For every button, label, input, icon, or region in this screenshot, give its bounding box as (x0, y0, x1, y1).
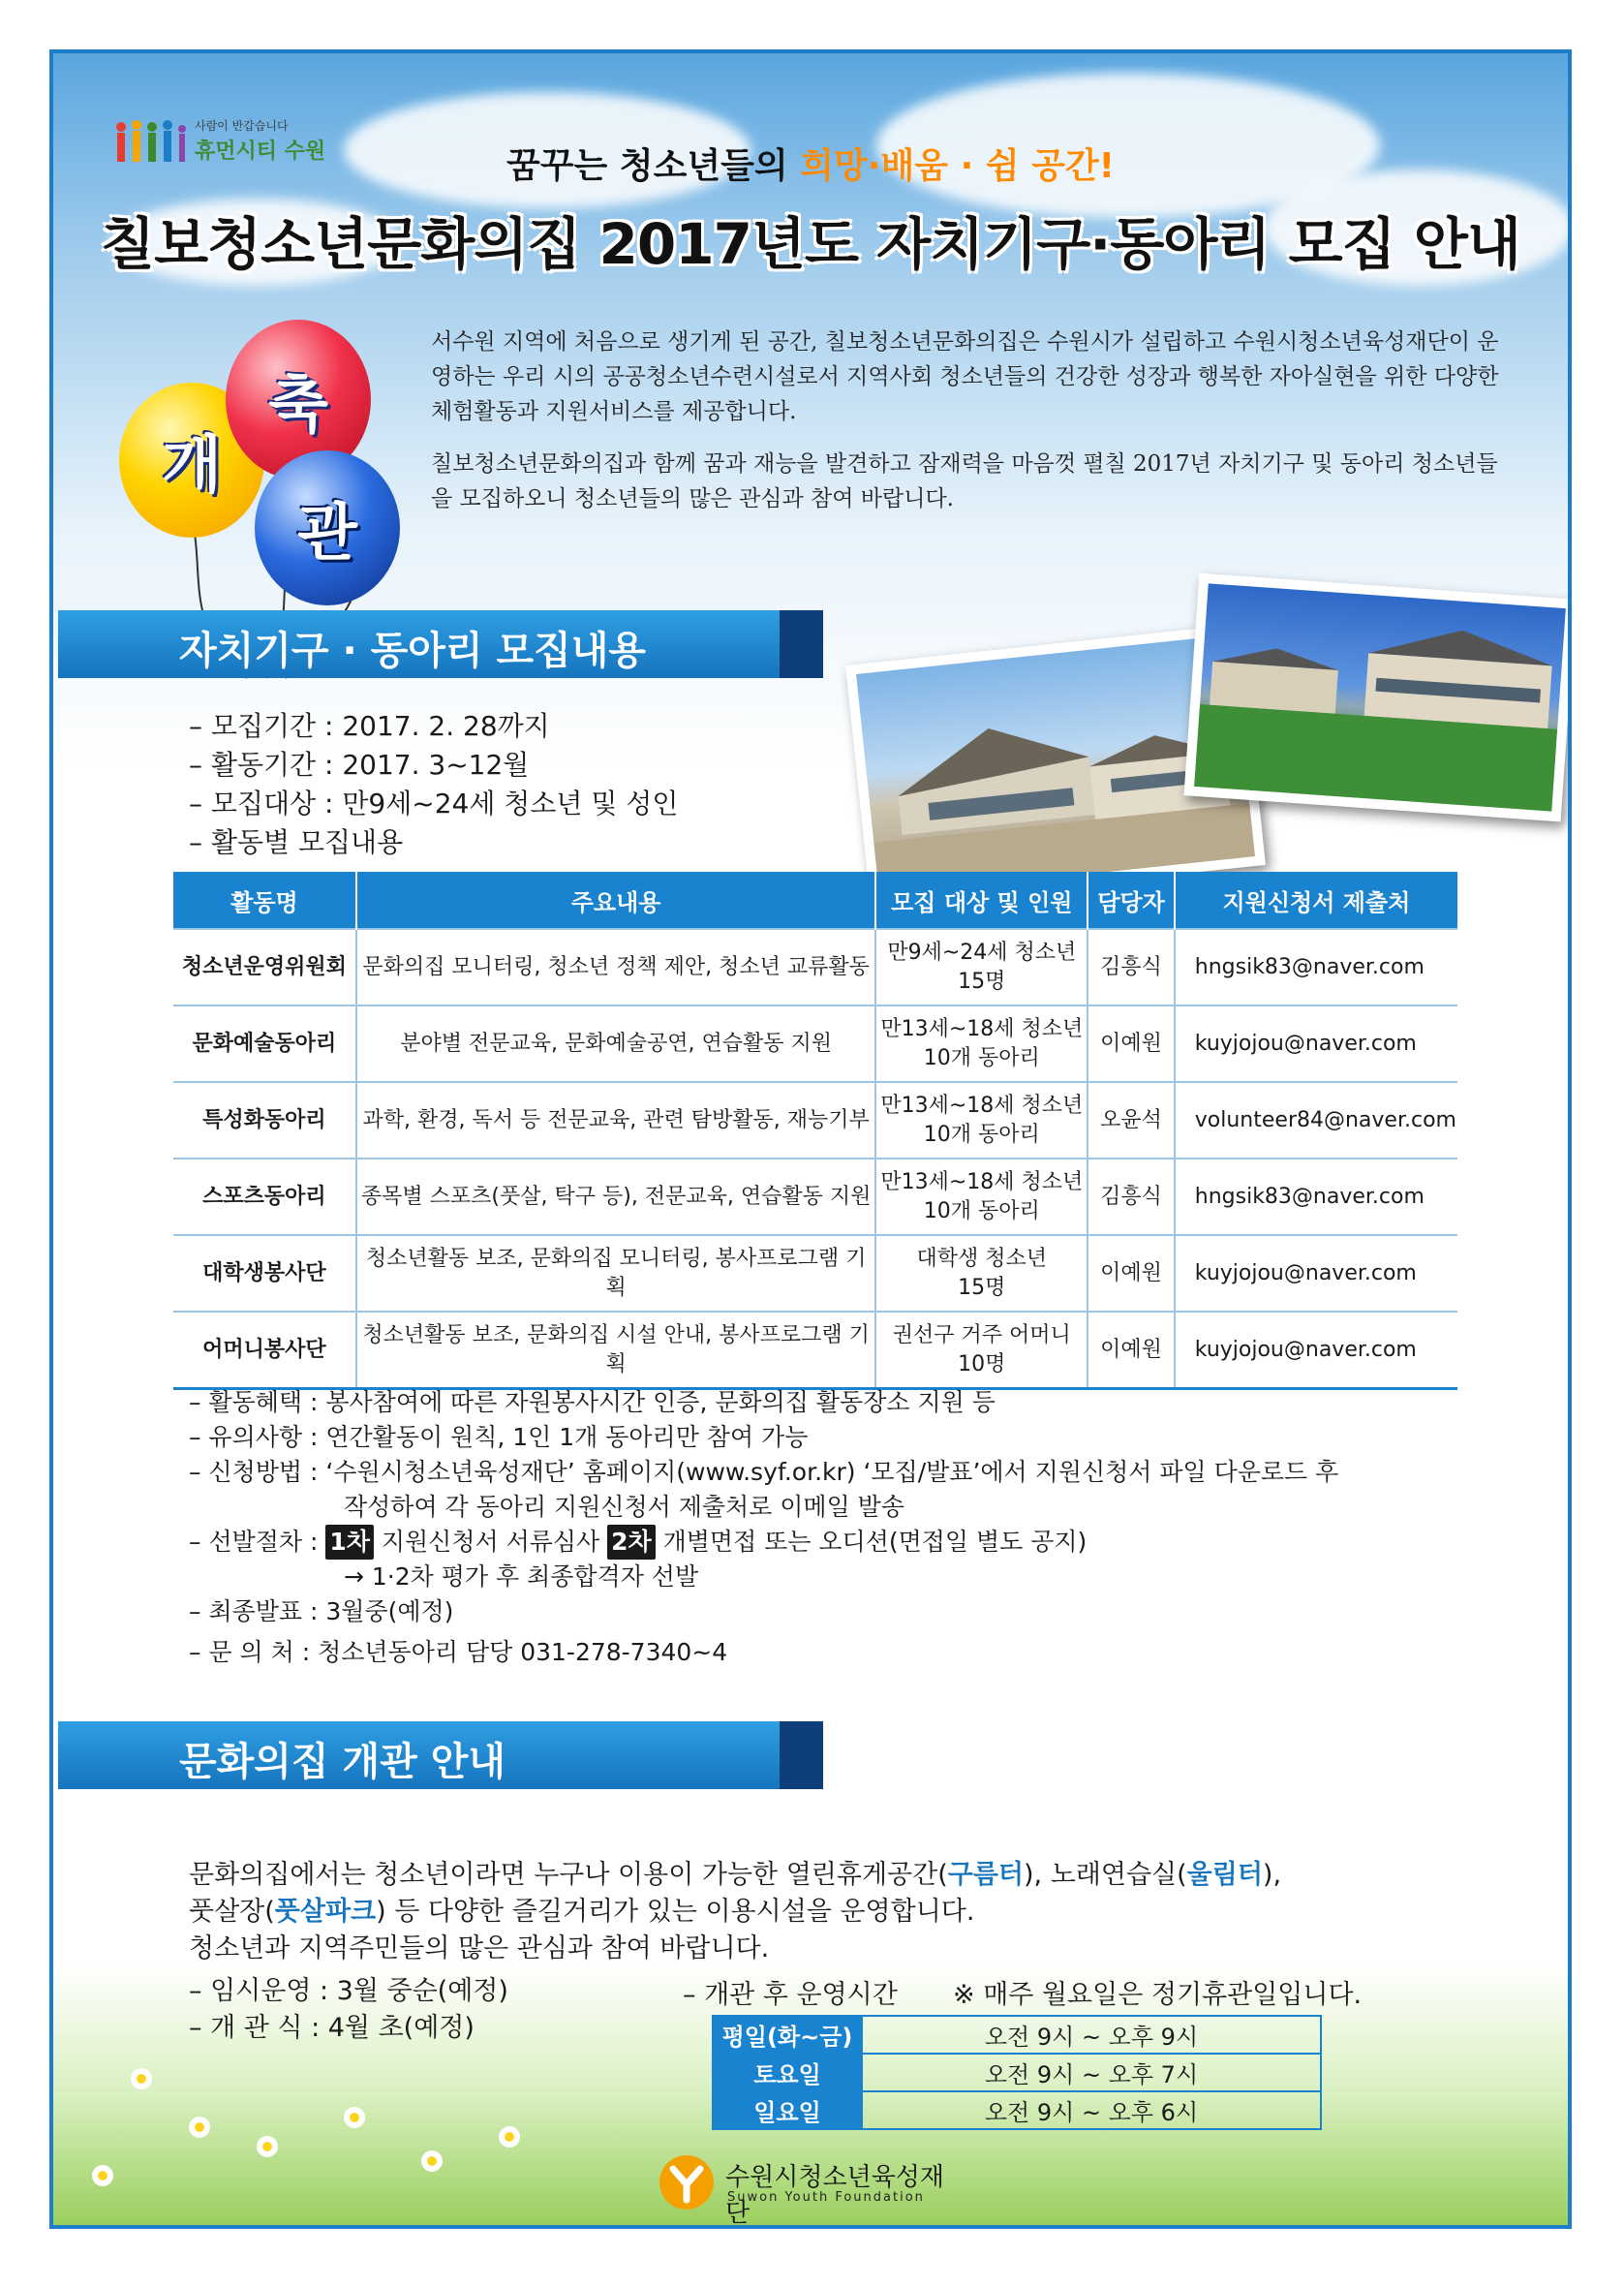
tagline-dot: · (867, 146, 881, 186)
recruit-period: – 모집기간 : 2017. 2. 28까지 (189, 710, 550, 742)
col-header-content: 주요내용 (356, 872, 876, 929)
recruit-target: – 모집대상 : 만9세~24세 청소년 및 성인 (189, 788, 679, 819)
activity-manager: 이예원 (1088, 1005, 1175, 1082)
section-title-recruit: 자치기구 · 동아리 모집내용 (179, 629, 647, 673)
activity-content: 청소년활동 보조, 문화의집 시설 안내, 봉사프로그램 기획 (356, 1312, 876, 1389)
activity-target: 만13세~18세 청소년 10개 동아리 (875, 1159, 1088, 1235)
hours-time: 오전 9시 ~ 오후 6시 (862, 2091, 1321, 2129)
activity-manager: 김흥식 (1088, 929, 1175, 1005)
activity-target: 만9세~24세 청소년 15명 (875, 929, 1088, 1005)
logo-slogan: 사람이 반갑습니다 (195, 119, 289, 133)
flower-decoration (344, 2107, 365, 2128)
step-2-badge: 2차 (607, 1525, 656, 1560)
balloon-gae: 개 (119, 383, 264, 538)
activity-email[interactable]: hngsik83@naver.com (1175, 929, 1457, 1005)
intro-text (431, 325, 1516, 534)
hours-time: 오전 9시 ~ 오후 7시 (862, 2054, 1321, 2091)
activity-period: – 활동기간 : 2017. 3~12월 (189, 749, 530, 781)
activity-name: 어머니봉사단 (173, 1312, 356, 1389)
intro-paragraph-2: 칠보청소년문화의집과 함께 꿈과 재능을 발견하고 잠재력을 마음껏 펼칠 2017년 자치기구 및 동아리 청소년들을 모집하오니 청소년들의 많은 관심과 참여 바랍니다. (431, 451, 1498, 511)
banner-ribbon (780, 1721, 823, 1789)
note-apply-continued: 작성하여 각 동아리 지원신청서 제출처로 이메일 발송 (344, 1493, 904, 1521)
recruit-notes (189, 1385, 1338, 1670)
activity-content: 문화의집 모니터링, 청소년 정책 제안, 청소년 교류활동 (356, 929, 876, 1005)
activity-email[interactable]: kuyjojou@naver.com (1175, 1312, 1457, 1389)
main-title: 칠보청소년문화의집 2017년도 자치기구·동아리 모집 안내 (101, 211, 1520, 277)
activity-manager: 이예원 (1088, 1312, 1175, 1389)
section-title-opening: 문화의집 개관 안내 (179, 1740, 506, 1784)
activity-email[interactable]: volunteer84@naver.com (1175, 1082, 1457, 1159)
note-benefits: – 활동혜택 : 봉사참여에 따른 자원봉사시간 인증, 문화의집 활동장소 지원 등 (189, 1388, 996, 1416)
note-selection-final: → 1·2차 평가 후 최종합격자 선발 (344, 1562, 699, 1591)
step-1-badge: 1차 (325, 1525, 374, 1560)
activity-manager: 오윤석 (1088, 1082, 1175, 1159)
table-row (173, 1159, 1457, 1235)
facility-futsal-park: 풋살파크 (274, 1897, 377, 1927)
activity-manager: 김흥식 (1088, 1159, 1175, 1235)
hours-header (683, 1973, 1362, 2011)
flower-decoration (421, 2150, 443, 2172)
table-row (713, 2016, 1321, 2054)
foundation-logo (658, 2153, 967, 2228)
flower-decoration (257, 2136, 278, 2157)
building-photo-2 (1183, 573, 1572, 822)
flower-decoration (131, 2068, 152, 2089)
activity-name: 청소년운영위원회 (173, 929, 356, 1005)
temporary-operation: – 임시운영 : 3월 중순(예정) (189, 1976, 508, 2006)
opening-line-1: 문화의집에서는 청소년이라면 누구나 이용이 가능한 열린휴게공간(구름터), 노래연습실(울림터), (189, 1860, 1282, 1890)
facility-karaoke: 울림터 (1186, 1860, 1263, 1890)
flower-decoration (499, 2126, 520, 2148)
recruit-table (173, 872, 1457, 1390)
tagline (53, 139, 1568, 188)
hours-label: – 개관 후 운영시간 (683, 1980, 898, 2010)
logo-name: 휴먼시티 수원 (195, 139, 326, 164)
recruit-detail-label: – 활동별 모집내용 (189, 826, 404, 858)
note-caution: – 유의사항 : 연간활동이 원칙, 1인 1개 동아리만 참여 가능 (189, 1423, 809, 1451)
note-announcement: – 최종발표 : 3월중(예정) (189, 1597, 454, 1625)
building-illustration (1194, 583, 1566, 811)
col-header-manager: 담당자 (1088, 872, 1175, 929)
activity-email[interactable]: kuyjojou@naver.com (1175, 1235, 1457, 1312)
flower-decoration (92, 2165, 113, 2186)
note-contact: – 문 의 처 : 청소년동아리 담당 031-278-7340~4 (189, 1638, 728, 1666)
activity-name: 대학생봉사단 (173, 1235, 356, 1312)
activity-name: 문화예술동아리 (173, 1005, 356, 1082)
activity-target: 만13세~18세 청소년 10개 동아리 (875, 1005, 1088, 1082)
hours-day: 평일(화~금) (713, 2016, 862, 2054)
table-row (173, 1312, 1457, 1389)
banner-ribbon (780, 610, 823, 678)
activity-target: 대학생 청소년 15명 (875, 1235, 1088, 1312)
balloon-chuk: 축 (226, 320, 371, 479)
poster-frame (49, 49, 1572, 2229)
flower-decoration (189, 2117, 210, 2138)
opening-ceremony: – 개 관 식 : 4월 초(예정) (189, 2013, 475, 2043)
hours-table (712, 2015, 1322, 2130)
table-header-row (173, 872, 1457, 929)
activity-target: 만13세~18세 청소년 10개 동아리 (875, 1082, 1088, 1159)
foundation-name: 수원시청소년육성재단 (725, 2163, 945, 2228)
note-apply: – 신청방법 : ‘수원시청소년육성재단’ 홈페이지(www.syf.or.kr) ‘모집/발표’에서 지원신청서 파일 다운로드 후 (189, 1458, 1339, 1486)
activity-name: 스포츠동아리 (173, 1159, 356, 1235)
activity-email[interactable]: kuyjojou@naver.com (1175, 1005, 1457, 1082)
section-banner-opening (58, 1721, 780, 1789)
opening-schedule (189, 1973, 508, 2047)
balloon-gwan: 관 (255, 450, 400, 605)
activity-name: 특성화동아리 (173, 1082, 356, 1159)
opening-description (189, 1857, 1281, 1967)
note-selection: – 선발절차 : 1차 지원신청서 서류심사 2차 개별면접 또는 오디션(면접일 별도 공지) (189, 1525, 1338, 1560)
table-row (173, 1005, 1457, 1082)
col-header-email: 지원신청서 제출처 (1175, 872, 1457, 929)
section-banner-recruit (58, 610, 780, 678)
activity-content: 종목별 스포츠(풋살, 탁구 등), 전문교육, 연습활동 지원 (356, 1159, 876, 1235)
activity-content: 과학, 환경, 독서 등 전문교육, 관련 탐방활동, 재능기부 (356, 1082, 876, 1159)
col-header-activity: 활동명 (173, 872, 356, 929)
tagline-text: 꿈꾸는 청소년들의 (506, 146, 801, 186)
activity-email[interactable]: hngsik83@naver.com (1175, 1159, 1457, 1235)
col-header-target: 모집 대상 및 인원 (875, 872, 1088, 929)
recruit-summary (189, 707, 678, 862)
activity-content: 분야별 전문교육, 문화예술공연, 연습활동 지원 (356, 1005, 876, 1082)
table-row (173, 1082, 1457, 1159)
closed-notice: ※ 매주 월요일은 정기휴관일입니다. (953, 1980, 1363, 2010)
activity-target: 권선구 거주 어머니 10명 (875, 1312, 1088, 1389)
table-row (173, 929, 1457, 1005)
activity-content: 청소년활동 보조, 문화의집 모니터링, 봉사프로그램 기획 (356, 1235, 876, 1312)
hours-day: 일요일 (713, 2091, 862, 2129)
foundation-name-english: Suwon Youth Foundation (727, 2190, 925, 2205)
opening-line-3: 청소년과 지역주민들의 많은 관심과 참여 바랍니다. (189, 1933, 770, 1963)
table-row (713, 2091, 1321, 2129)
foundation-emblem-icon (658, 2153, 716, 2211)
tagline-highlight-learning: 배움 (880, 146, 949, 186)
tagline-highlight-hope: 희망 (800, 146, 868, 186)
table-row (713, 2054, 1321, 2091)
hours-time: 오전 9시 ~ 오후 9시 (862, 2016, 1321, 2054)
table-row (173, 1235, 1457, 1312)
intro-paragraph-1: 서수원 지역에 처음으로 생기게 된 공간, 칠보청소년문화의집은 수원시가 설립하고 수원시청소년육성재단이 운영하는 우리 시의 공공청소년수련시설로서 지역사회 청소년들의 건강한 성장과 행복한 자아실현을 위한 다양한 체험활동과 지원서비스를 제공합니다. (431, 329, 1499, 424)
tagline-highlight-rest: · 쉼 공간! (948, 146, 1116, 186)
opening-line-2: 풋살장(풋살파크) 등 다양한 즐길거리가 있는 이용시설을 운영합니다. (189, 1897, 975, 1927)
facility-cloud-lounge: 구름터 (947, 1860, 1024, 1890)
activity-manager: 이예원 (1088, 1235, 1175, 1312)
hours-day: 토요일 (713, 2054, 862, 2091)
